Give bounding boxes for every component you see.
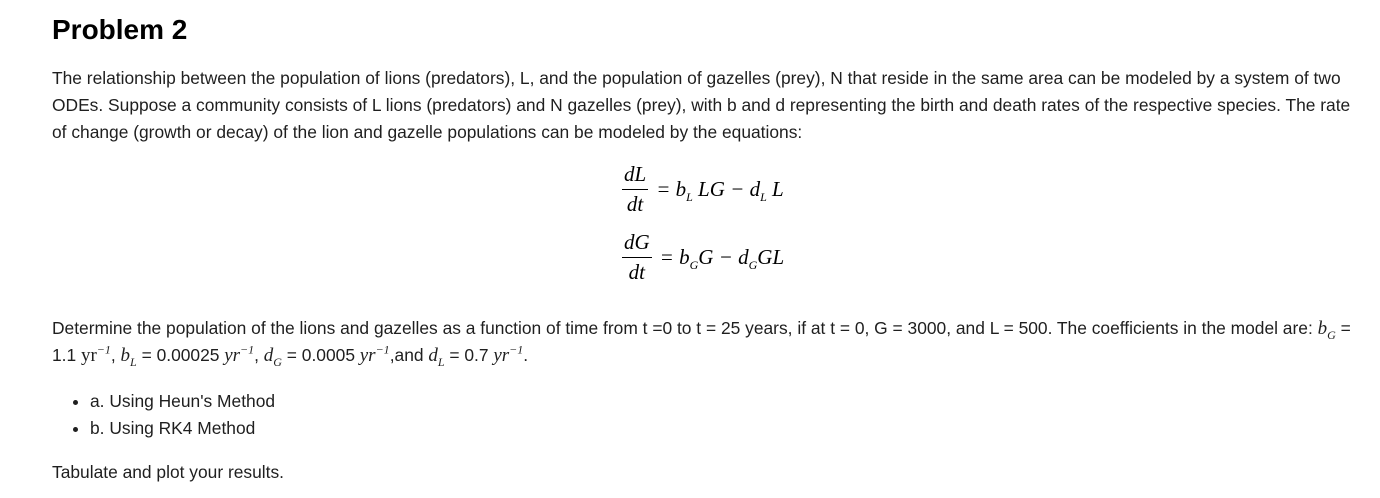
intro-paragraph: The relationship between the population of lions (predators), L, and the population of gazelles (prey), N that reside in the same area can be modeled by a system of two ODEs. Suppose a community consists of L lions (predators) and N gazelles (prey), with b and d representing the birth and death rates of the respective species. The rate of change (growth or decay) of the lion and gazelle populations can be modeled by the equations: — [52, 68, 1351, 142]
determine-paragraph — [52, 315, 1352, 369]
coefficient-unit: $yr^{-1}$ — [80, 342, 111, 366]
list-item: • a. Using Heun's Method — [90, 388, 275, 415]
coefficient-value: 0.00025 — [156, 345, 220, 365]
coefficient-unit: $yr^{-1}$ — [355, 342, 390, 366]
coefficient: $b_G = 1.1$ $yr^{-1}$, — [52, 318, 1351, 366]
equation-rhs: = $b_GG - d_GGL$ — [659, 245, 785, 273]
equation-numerator: dL — [622, 162, 648, 190]
coefficient-symbol: $d_L$ — [428, 345, 445, 369]
coefficient-value: 0.7 — [464, 345, 489, 365]
coefficient: $d_L = 0.7$ $yr^{-1}$. — [428, 342, 529, 369]
coefficient-value: 0.0005 — [301, 345, 355, 365]
coefficient-symbol: $b_L$ — [120, 345, 137, 369]
equation-lhs-fraction — [622, 230, 652, 285]
problem-title: Problem 2 — [52, 14, 188, 45]
determine-text: Determine the population of the lions and gazelles as a function of time from t =0 to t = 25 years, if at t = 0, G = 3000, and L = 500. The coefficients in the model are: — [52, 318, 1313, 338]
equation-denominator: dt — [628, 260, 645, 284]
equation-numerator: dG — [622, 230, 652, 258]
equation-denominator: dt — [626, 192, 644, 216]
method-list — [52, 388, 275, 442]
coefficient-unit: $yr^{-1}$ — [488, 342, 524, 366]
equation-rhs: = $b_L$ LG − $d_L$ L — [656, 177, 784, 205]
coefficient-symbol: $b_G$ — [1317, 318, 1336, 342]
coefficient-symbol: $d_G$ — [263, 345, 282, 369]
coefficient: $b_L = 0.00025$ $yr^{-1}$, — [120, 342, 264, 369]
coefficient: $d_G = 0.0005$ $yr^{-1},and$ — [263, 342, 429, 369]
equation-lhs-fraction — [622, 162, 648, 217]
equation-gazelles — [622, 230, 784, 285]
coefficient-value: 1.1 — [52, 345, 77, 365]
footer-instruction: Tabulate and plot your results. — [52, 462, 285, 482]
list-item: • b. Using RK4 Method — [90, 415, 275, 442]
coefficient-unit: $yr^{-1}$ — [219, 342, 255, 366]
equation-lions — [622, 162, 784, 217]
